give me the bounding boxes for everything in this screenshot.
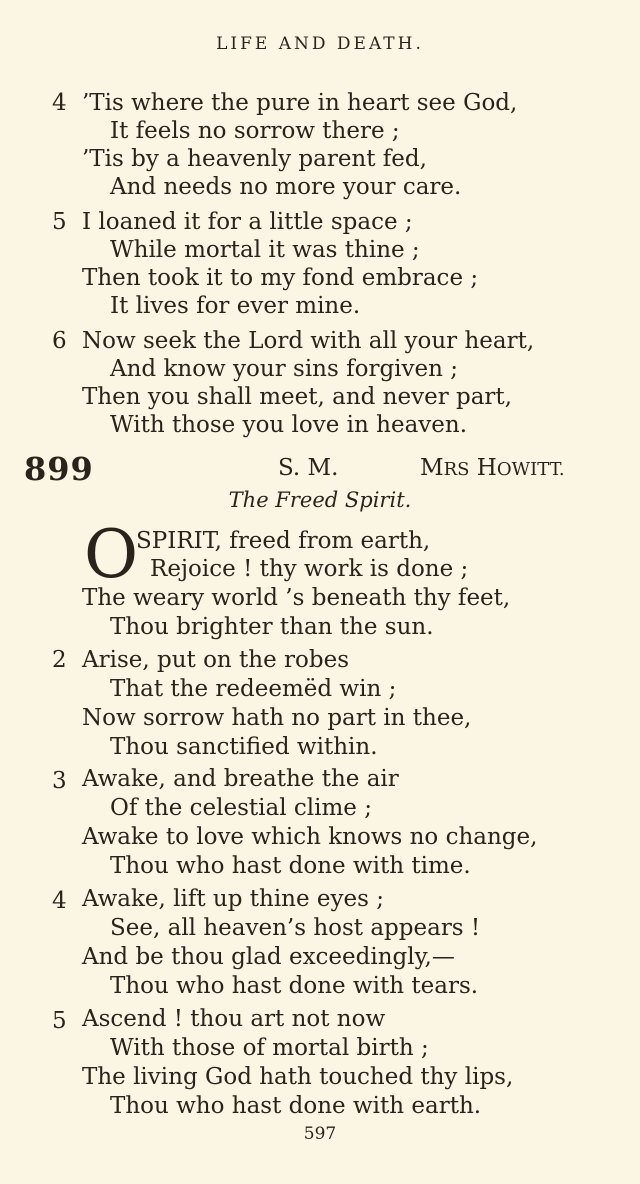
- verse-line: Now seek the Lord with all your heart,: [82, 328, 535, 354]
- page-number: 597: [303, 1124, 337, 1144]
- verse-line: The living God hath touched thy lips,: [82, 1064, 514, 1090]
- stanza-number: 2: [52, 647, 67, 673]
- verse-line: Then took it to my fond embrace ;: [82, 265, 479, 291]
- verse-line: Rejoice ! thy work is done ;: [150, 556, 469, 582]
- verse-line: Thou who hast done with time.: [110, 853, 471, 879]
- verse-line: It lives for ever mine.: [110, 293, 361, 319]
- verse-line: With those you love in heaven.: [110, 412, 468, 438]
- verse-line: And be thou glad exceedingly,—: [82, 944, 455, 970]
- verse-line: It feels no sorrow there ;: [110, 118, 400, 144]
- verse-line: Thou brighter than the sun.: [110, 614, 434, 640]
- verse-line: Now sorrow hath no part in thee,: [82, 705, 472, 731]
- verse-line: I loaned it for a little space ;: [82, 209, 413, 235]
- hymn-author: MRS HOWITT.: [420, 455, 565, 481]
- verse-line: And know your sins forgiven ;: [110, 356, 459, 382]
- verse-line: SPIRIT, freed from earth,: [136, 528, 431, 554]
- verse-line: The weary world ’s beneath thy feet,: [82, 585, 511, 611]
- stanza-number: 4: [52, 90, 67, 116]
- hymn-meter: S. M.: [278, 455, 339, 481]
- verse-line: Thou sanctified within.: [110, 734, 378, 760]
- verse-line: Awake to love which knows no change,: [82, 824, 538, 850]
- stanza-number: 3: [52, 768, 67, 794]
- verse-line: Awake, lift up thine eyes ;: [82, 886, 384, 912]
- stanza-number: 6: [52, 328, 67, 354]
- verse-line: ’Tis where the pure in heart see God,: [82, 90, 518, 116]
- verse-line: Awake, and breathe the air: [82, 766, 399, 792]
- stanza-number: 5: [52, 209, 67, 235]
- stanza-number: 5: [52, 1008, 67, 1034]
- verse-line: Of the celestial clime ;: [110, 795, 372, 821]
- running-head: LIFE AND DEATH.: [216, 34, 424, 54]
- hymn-title: The Freed Spirit.: [228, 488, 412, 512]
- verse-line: ’Tis by a heavenly parent fed,: [82, 146, 427, 172]
- verse-line: While mortal it was thine ;: [110, 237, 420, 263]
- hymn-number: 899: [24, 450, 94, 488]
- verse-line: And needs no more your care.: [110, 174, 462, 200]
- verse-line: Arise, put on the robes: [82, 647, 350, 673]
- verse-line: Ascend ! thou art not now: [82, 1006, 386, 1032]
- verse-line: That the redeemëd win ;: [110, 676, 397, 702]
- drop-cap: O: [84, 516, 139, 593]
- verse-line: With those of mortal birth ;: [110, 1035, 429, 1061]
- verse-line: See, all heaven’s host appears !: [110, 915, 481, 941]
- verse-line: Thou who hast done with earth.: [110, 1093, 482, 1119]
- stanza-number: 4: [52, 888, 67, 914]
- verse-line: Then you shall meet, and never part,: [82, 384, 512, 410]
- verse-line: Thou who hast done with tears.: [110, 973, 479, 999]
